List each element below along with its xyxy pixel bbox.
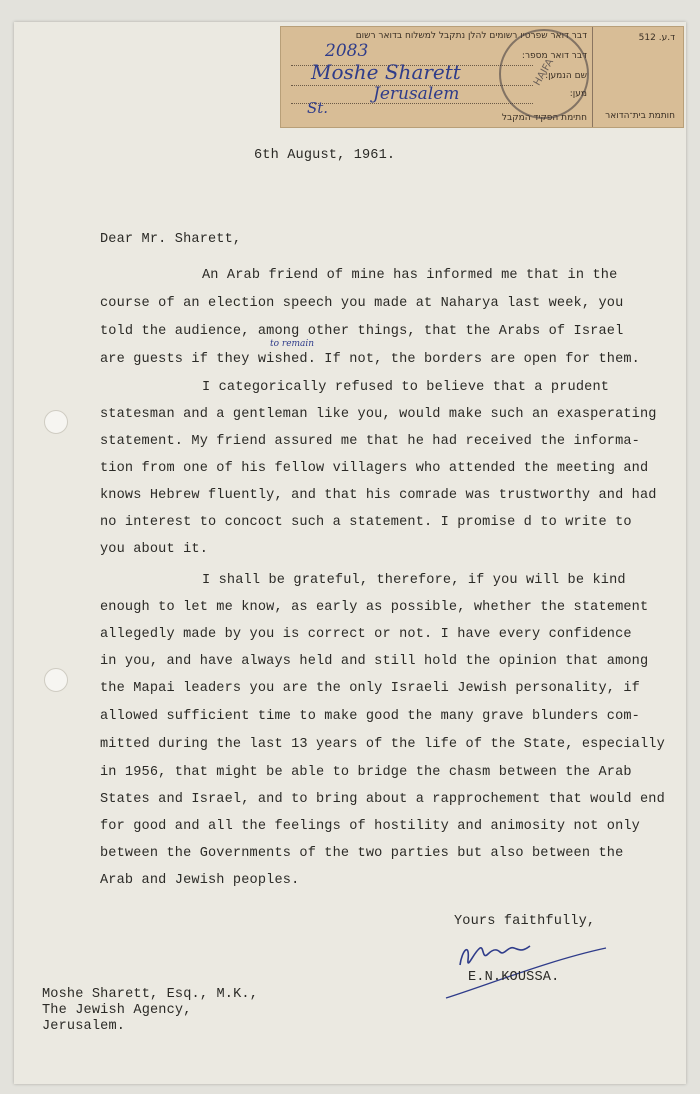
handwritten-signature [440, 930, 610, 1000]
receipt-item-number-label: דבר דואר מספר: [521, 51, 587, 61]
body-line: told the audience, among other things, that the Arabs of Israel [100, 324, 624, 339]
body-line: no interest to concoct such a statement. I promise d to write to [100, 515, 632, 530]
receipt-heading: דבר דואר שפרטיו רשומים להלן נתקבל למשלוח בדואר רשום [355, 31, 587, 41]
body-line: enough to let me know, as early as possible, whether the statement [100, 600, 649, 615]
body-line: statesman and a gentleman like you, would make such an exasperating [100, 407, 657, 422]
body-line: States and Israel, and to bring about a rapprochement that would end [100, 792, 665, 807]
handwritten-addressee: Moshe Sharett [311, 60, 461, 84]
letter-date: 6th August, 1961. [254, 148, 396, 163]
post-office-stamp-label: חותמת בית־הדואר [605, 111, 675, 121]
handwritten-city: Jerusalem [373, 84, 460, 104]
form-code: ד.ע. 512 [638, 33, 675, 43]
body-line: in you, and have always held and still hold the opinion that among [100, 654, 649, 669]
receipt-address-label: מען: [569, 89, 587, 99]
body-line: I categorically refused to believe that a prudent [202, 380, 610, 395]
address-line: The Jewish Agency, [42, 1003, 192, 1018]
address-line: Moshe Sharett, Esq., M.K., [42, 987, 258, 1002]
body-line: for good and all the feelings of hostility and animosity not only [100, 819, 640, 834]
punch-hole-bottom [44, 668, 68, 692]
body-line: the Mapai leaders you are the only Israeli Jewish personality, if [100, 681, 640, 696]
signer-name: E.N.KOUSSA. [468, 970, 560, 985]
body-line: tion from one of his fellow villagers who attended the meeting and [100, 461, 649, 476]
address-line: Jerusalem. [42, 1019, 126, 1034]
body-line: Arab and Jewish peoples. [100, 873, 300, 888]
handwritten-insertion: to remain [270, 339, 315, 349]
body-line: mitted during the last 13 years of the life of the State, especially [100, 737, 665, 752]
body-line: are guests if they wished. If not, the borders are open for them. [100, 352, 640, 367]
salutation: Dear Mr. Sharett, [100, 232, 242, 247]
body-line: An Arab friend of mine has informed me that in the [202, 268, 618, 283]
punch-hole-top [44, 410, 68, 434]
registered-mail-receipt [280, 26, 684, 128]
postmark-text: HAIFA [531, 57, 557, 88]
body-line: you about it. [100, 542, 208, 557]
handwritten-item-number: 2083 [325, 41, 369, 61]
handwritten-initials: St. [307, 99, 329, 117]
body-line: allowed sufficient time to make good the many grave blunders com- [100, 709, 640, 724]
postmark [499, 29, 589, 119]
body-line: between the Governments of the two parties but also between the [100, 846, 624, 861]
body-line: statement. My friend assured me that he had received the informa- [100, 434, 640, 449]
receipt-clerk-signature-label: חתימת הפקיד המקבל [501, 113, 587, 123]
post-office-stamp-column [592, 27, 683, 127]
body-line: I shall be grateful, therefore, if you will be kind [202, 573, 626, 588]
body-line: allegedly made by you is correct or not. I have every confidence [100, 627, 632, 642]
body-line: in 1956, that might be able to bridge the chasm between the Arab [100, 765, 632, 780]
body-line: course of an election speech you made at Naharya last week, you [100, 296, 624, 311]
body-line: knows Hebrew fluently, and that his comrade was trustworthy and had [100, 488, 657, 503]
receipt-addressee-label: שם הנמען: [545, 71, 587, 81]
closing: Yours faithfully, [454, 914, 596, 929]
